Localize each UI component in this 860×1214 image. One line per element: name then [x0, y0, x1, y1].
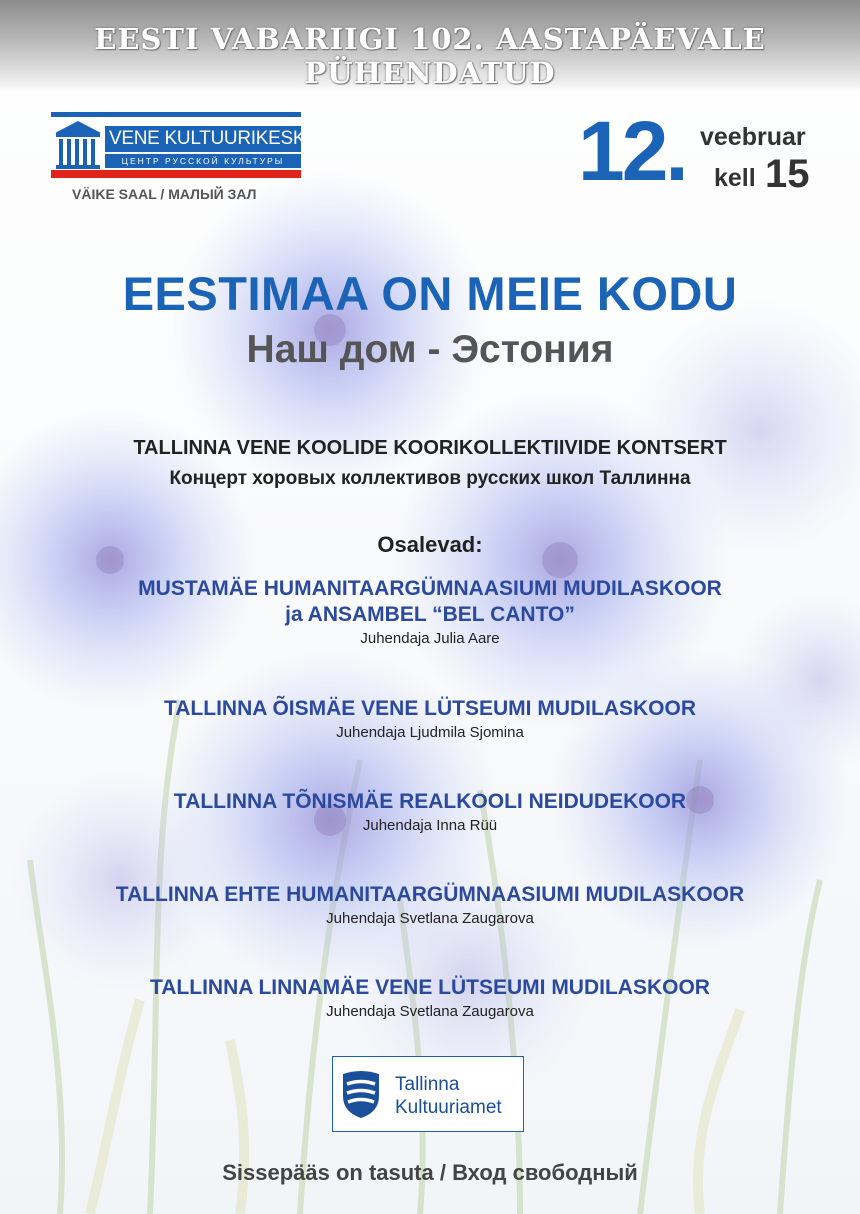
- choir-item: [0, 882, 860, 929]
- date-day: 12.: [578, 104, 686, 198]
- time-label: kell: [714, 164, 756, 192]
- logo-name: VENE KULTUURIKESKUS: [105, 126, 301, 152]
- choir-name: TALLINNA ÕISMÄE VENE LÜTSEUMI MUDILASKOOR: [164, 697, 696, 720]
- concert-title-estonian: TALLINNA VENE KOOLIDE KOORIKOLLEKTIIVIDE KONTSERT: [133, 437, 727, 459]
- top-banner: [0, 0, 860, 92]
- time-value: 15: [765, 152, 810, 196]
- choir-name: MUSTAMÄE HUMANITAARGÜMNAASIUMI MUDILASKOOR: [138, 577, 722, 600]
- hall-name: VÄIKE SAAL / МАЛЫЙ ЗАЛ: [72, 186, 257, 202]
- vene-kultuurikeskus-logo: [51, 112, 332, 178]
- date-month: veebruar: [700, 123, 806, 151]
- choir-item: [0, 576, 860, 649]
- choir-leader: Juhendaja Julia Aare: [360, 630, 500, 647]
- concert-title-russian: Концерт хоровых коллективов русских школ Таллинна: [169, 468, 691, 489]
- building-icon: [53, 117, 103, 170]
- participants-heading: Osalevad:: [377, 532, 483, 557]
- banner-title: EESTI VABARIIGI 102. AASTAPÄEVALE PÜHENDATUD: [94, 22, 766, 90]
- choir-name: TALLINNA TÕNISMÄE REALKOOLI NEIDUDEKOOR: [173, 790, 687, 813]
- choir-leader: Juhendaja Ljudmila Sjomina: [336, 724, 524, 741]
- choir-name: TALLINNA LINNAMÄE VENE LÜTSEUMI MUDILASKOOR: [150, 976, 710, 999]
- choir-name: TALLINNA EHTE HUMANITAARGÜMNAASIUMI MUDILASKOOR: [115, 883, 745, 906]
- choir-item: [0, 975, 860, 1022]
- choir-item: [0, 789, 860, 836]
- choir-leader: Juhendaja Svetlana Zaugarova: [326, 910, 534, 927]
- sponsor-line2: Kultuuriamet: [395, 1097, 502, 1118]
- choir-leader: Juhendaja Svetlana Zaugarova: [326, 1003, 534, 1020]
- title-russian: Наш дом - Эстония: [246, 328, 614, 371]
- logo-subtitle: ЦЕНТР РУССКОЙ КУЛЬТУРЫ: [105, 154, 301, 168]
- tallinn-shield-icon: [341, 1070, 381, 1120]
- title-estonian: EESTIMAA ON MEIE KODU: [122, 267, 738, 320]
- choir-item: [0, 696, 860, 743]
- sponsor-line1: Tallinna: [395, 1074, 460, 1095]
- tallinna-kultuuriamet-logo: [332, 1056, 524, 1132]
- free-entry-note: Sissepääs on tasuta / Вход свободный: [222, 1160, 638, 1185]
- choir-leader: Juhendaja Inna Rüü: [362, 817, 498, 834]
- choir-name-line2: ja ANSAMBEL “BEL CANTO”: [285, 603, 575, 626]
